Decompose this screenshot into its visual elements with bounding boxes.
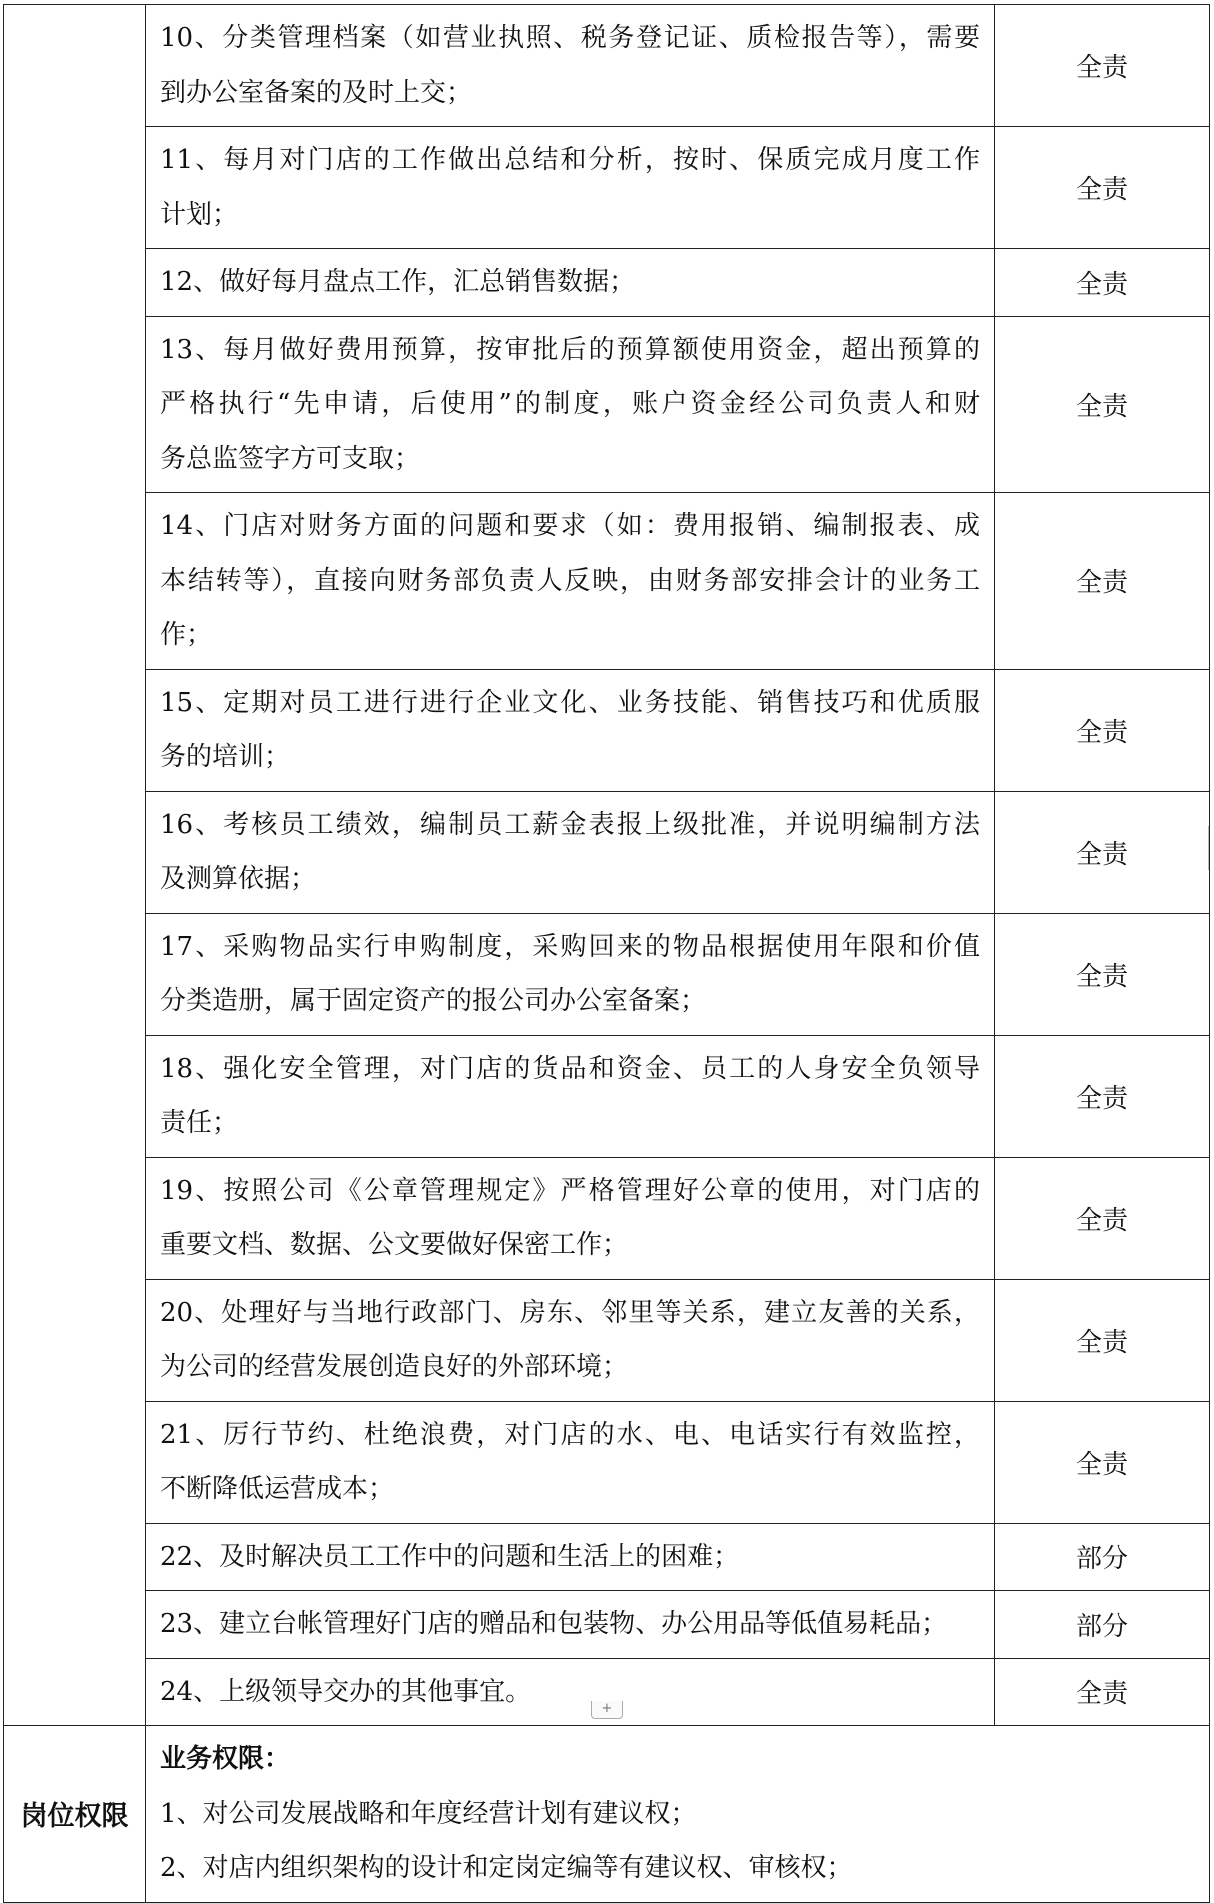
duty-row: [4, 1523, 1210, 1591]
duty-description: [146, 669, 995, 791]
responsibility-level: 部分: [995, 1523, 1210, 1591]
responsibility-level: 部分: [995, 1591, 1210, 1659]
duty-line: 15、定期对员工进行进行企业文化、业务技能、销售技巧和优质服: [160, 687, 980, 718]
add-row-button[interactable]: +: [591, 1701, 623, 1719]
authority-item: 1、对公司发展战略和年度经营计划有建议权；: [160, 1798, 697, 1829]
duty-description: [146, 249, 995, 317]
duty-line: 为公司的经营发展创造良好的外部环境；: [160, 1352, 629, 1382]
duty-line: 22、及时解决员工工作中的问题和生活上的困难；: [160, 1541, 740, 1572]
responsibility-level: 全责: [995, 316, 1210, 493]
section-label-cell: [4, 5, 146, 1726]
duty-row: [4, 1035, 1210, 1157]
duty-description: [146, 1401, 995, 1523]
responsibility-level: 全责: [995, 493, 1210, 670]
duty-line: 计划；: [160, 199, 239, 230]
duty-line: 14、门店对财务方面的问题和要求（如：费用报销、编制报表、成: [160, 511, 980, 541]
duty-line: 11、每月对门店的工作做出总结和分析，按时、保质完成月度工作: [160, 145, 980, 175]
authority-row: [4, 1726, 1210, 1903]
duty-row: [4, 127, 1210, 249]
duty-row: [4, 913, 1210, 1035]
duty-line: 严格执行“先申请，后使用”的制度，账户资金经公司负责人和财: [160, 389, 980, 419]
duty-description: [146, 493, 995, 670]
duty-description: [146, 1591, 995, 1659]
duty-line: 16、考核员工绩效，编制员工薪金表报上级批准，并说明编制方法: [160, 809, 980, 840]
duty-line: 本结转等），直接向财务部负责人反映，由财务部安排会计的业务工: [160, 565, 980, 596]
responsibility-level: 全责: [995, 669, 1210, 791]
duty-line: 21、厉行节约、杜绝浪费，对门店的水、电、电话实行有效监控，: [160, 1419, 980, 1450]
responsibility-level: 全责: [995, 1157, 1210, 1279]
duty-line: 23、建立台帐管理好门店的赠品和包装物、办公用品等低值易耗品；: [160, 1609, 948, 1639]
duty-line: 17、采购物品实行申购制度，采购回来的物品根据使用年限和价值: [160, 931, 980, 962]
section-label: 岗位权限: [4, 1726, 146, 1903]
responsibility-level: 全责: [995, 249, 1210, 317]
duty-description: [146, 1035, 995, 1157]
responsibility-level: 全责: [995, 913, 1210, 1035]
duty-row: [4, 316, 1210, 493]
duty-line: 及测算依据；: [160, 864, 317, 894]
duty-row: [4, 1591, 1210, 1659]
duty-row: [4, 669, 1210, 791]
authority-heading: 业务权限：: [160, 1744, 291, 1774]
duty-line: 到办公室备案的及时上交；: [160, 77, 473, 108]
duty-row: [4, 5, 1210, 127]
duty-line: 作；: [160, 620, 213, 650]
responsibility-level: 全责: [995, 1658, 1210, 1726]
responsibility-level: 全责: [995, 127, 1210, 249]
duty-line: 24、上级领导交办的其他事宜。: [160, 1676, 532, 1707]
job-description-table: [3, 4, 1210, 1903]
responsibility-level: 全责: [995, 791, 1210, 913]
duty-line: 分类造册，属于固定资产的报公司办公室备案；: [160, 986, 707, 1016]
duty-line: 不断降低运营成本；: [160, 1474, 395, 1504]
duty-line: 20、处理好与当地行政部门、房东、邻里等关系，建立友善的关系，: [160, 1297, 980, 1328]
duty-line: 13、每月做好费用预算，按审批后的预算额使用资金，超出预算的: [160, 334, 980, 365]
duty-description: [146, 913, 995, 1035]
authority-item: 2、对店内组织架构的设计和定岗定编等有建议权、审核权；: [160, 1853, 853, 1883]
responsibility-level: 全责: [995, 1401, 1210, 1523]
duty-description: [146, 127, 995, 249]
duty-row: [4, 493, 1210, 670]
duty-description: [146, 1658, 995, 1726]
responsibility-level: 全责: [995, 5, 1210, 127]
responsibility-level: 全责: [995, 1035, 1210, 1157]
duty-line: 责任；: [160, 1108, 239, 1138]
duty-line: 19、按照公司《公章管理规定》严格管理好公章的使用，对门店的: [160, 1175, 980, 1206]
duty-line: 务的培训；: [160, 742, 291, 772]
duty-line: 18、强化安全管理，对门店的货品和资金、员工的人身安全负领导: [160, 1053, 980, 1084]
authority-content: [146, 1726, 1210, 1903]
duty-row: [4, 1279, 1210, 1401]
table-resize-handle[interactable]: [1208, 826, 1214, 870]
responsibility-level: 全责: [995, 1279, 1210, 1401]
duty-description: [146, 1279, 995, 1401]
duty-description: [146, 1523, 995, 1591]
duty-row: [4, 791, 1210, 913]
duty-row: [4, 1157, 1210, 1279]
duty-line: 12、做好每月盘点工作，汇总销售数据；: [160, 267, 636, 297]
duty-line: 10、分类管理档案（如营业执照、税务登记证、质检报告等），需要: [160, 23, 980, 53]
duty-line: 务总监签字方可支取；: [160, 443, 421, 474]
duty-description: [146, 316, 995, 493]
duty-description: [146, 791, 995, 913]
duty-description: [146, 1157, 995, 1279]
duty-line: 重要文档、数据、公文要做好保密工作；: [160, 1230, 629, 1260]
duty-description: [146, 5, 995, 127]
duty-row: [4, 249, 1210, 317]
duty-row: [4, 1401, 1210, 1523]
